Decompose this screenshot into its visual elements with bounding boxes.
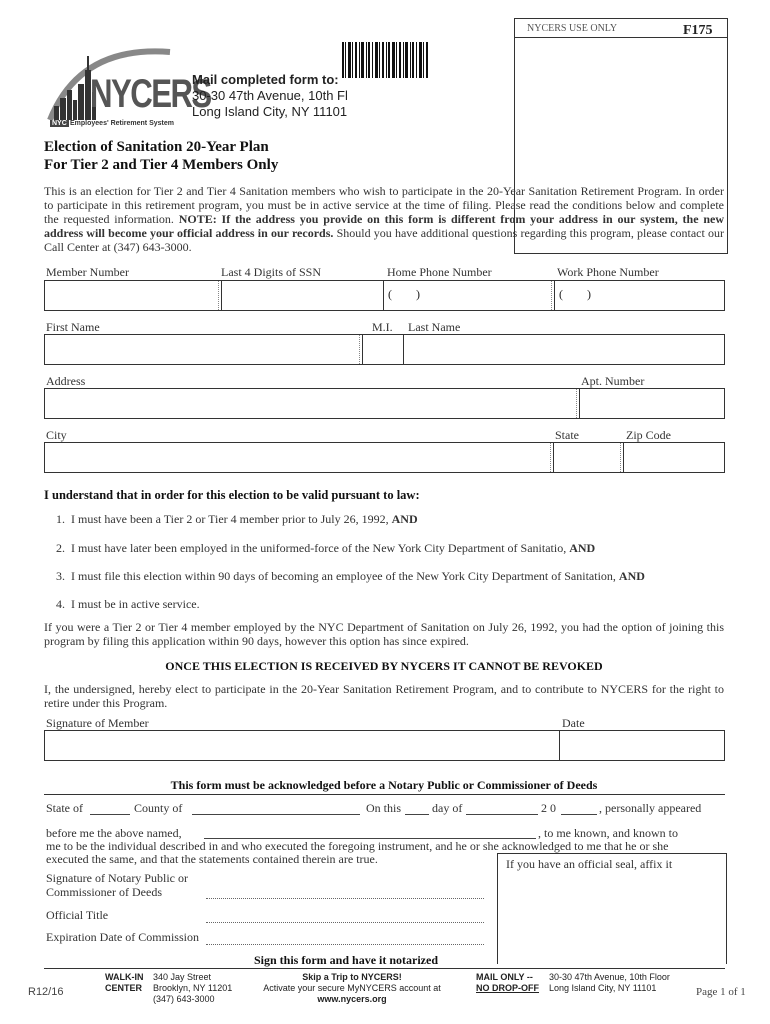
condition-4-num: 4. — [56, 597, 65, 611]
logo-wordmark: NYCERS — [90, 72, 211, 116]
condition-2-text: I must have later been employed in the uniformed-force of the New York City Department of Sanitatio, — [71, 541, 570, 555]
barcode-icon — [342, 42, 430, 78]
first-name-label: First Name — [46, 320, 100, 334]
expiration-line[interactable] — [206, 934, 484, 945]
ssn-field[interactable] — [222, 281, 382, 310]
member-date-field[interactable] — [560, 731, 724, 760]
expiration-label: Expiration Date of Commission — [46, 930, 199, 944]
day-blank[interactable] — [405, 804, 429, 815]
mi-field[interactable] — [363, 335, 403, 364]
personally-appeared: , personally appeared — [599, 801, 702, 815]
day-of-label: day of — [432, 801, 463, 815]
condition-3-num: 3. — [56, 569, 65, 583]
home-phone-field[interactable] — [384, 281, 551, 310]
row3-fields — [44, 388, 725, 419]
conditions-heading: I understand that in order for this election to be valid pursuant to law: — [44, 488, 420, 502]
revision-code: R12/16 — [28, 986, 64, 998]
official-title-label: Official Title — [46, 908, 109, 922]
seal-instruction: If you have an official seal, affix it — [506, 857, 673, 871]
condition-3-and: AND — [618, 569, 645, 583]
condition-2 — [56, 541, 595, 556]
walkin-label — [105, 972, 144, 994]
before-me-label: before me the above named, — [46, 826, 182, 840]
mail-only-addr2: Long Island City, NY 11101 — [549, 983, 657, 993]
intro-note: NOTE: If the address you provide on this form is different from your address in our system, the new address will become your official address in our records. — [44, 212, 724, 240]
intro-paragraph — [44, 184, 724, 254]
state-label: State — [555, 428, 579, 442]
notary-text-line3: executed the same, and that the statements contained therein are true. — [46, 852, 378, 866]
notary-heading: This form must be acknowledged before a Notary Public or Commissioner of Deeds — [170, 778, 598, 792]
work-phone-label: Work Phone Number — [557, 265, 659, 279]
walkin-label-line2: CENTER — [105, 983, 143, 993]
walkin-line1: 340 Jay Street — [153, 972, 212, 982]
nycers-logo — [40, 40, 211, 130]
form-title-line2: For Tier 2 and Tier 4 Members Only — [44, 157, 279, 173]
on-this-label: On this — [366, 801, 402, 815]
month-blank[interactable] — [466, 804, 538, 815]
state-field[interactable] — [554, 443, 620, 472]
notary-signature-label1: Signature of Notary Public or — [46, 871, 188, 885]
skip-trip-heading: Skip a Trip to NYCERS! — [302, 972, 402, 982]
work-phone-paren-open: ( — [559, 287, 563, 301]
form-title-line1: Election of Sanitation 20-Year Plan — [44, 139, 269, 155]
walkin-address — [153, 972, 232, 1005]
zip-field[interactable] — [624, 443, 724, 472]
intro-text1: This is an election for Tier 2 and Tier 4 Sanitation members who wish to participate in the 20-Year Sanitation Retirement Program. In order to participate in this retirement program, you must be in active service at the time of filing. Please read the conditions below and complete the requested information. — [44, 184, 724, 226]
mi-label: M.I. — [372, 320, 393, 334]
apt-number-field[interactable] — [580, 389, 724, 418]
logo-subtitle: Employees' Retirement System — [70, 120, 174, 127]
home-phone-label: Home Phone Number — [387, 265, 492, 279]
condition-1 — [56, 512, 418, 527]
mail-to-line2: Long Island City, NY 11101 — [192, 104, 348, 119]
walkin-line3: (347) 643-3000 — [153, 994, 215, 1004]
county-of-blank[interactable] — [192, 804, 360, 815]
form-number: F175 — [683, 23, 713, 38]
mail-only-addr1: 30-30 47th Avenue, 10th Floor — [549, 972, 670, 982]
irrevocable-notice: ONCE THIS ELECTION IS RECEIVED BY NYCERS IT CANNOT BE REVOKED — [165, 659, 603, 673]
apt-number-label: Apt. Number — [581, 374, 645, 388]
mail-to-heading: Mail completed form to: — [192, 72, 339, 87]
notary-rule — [44, 794, 725, 795]
use-only-divider — [514, 37, 728, 38]
official-title-line[interactable] — [206, 912, 484, 923]
last-name-field[interactable] — [404, 335, 724, 364]
known-label: , to me known, and known to — [538, 826, 678, 840]
use-only-label: NYCERS USE ONLY — [527, 23, 618, 34]
member-number-field[interactable] — [45, 281, 218, 310]
notary-signature-line[interactable] — [206, 888, 484, 899]
walkin-label-line1: WALK-IN — [105, 972, 144, 982]
year-blank[interactable] — [561, 804, 597, 815]
footer-rule — [44, 968, 725, 969]
walkin-line2: Brooklyn, NY 11201 — [153, 983, 233, 993]
home-phone-paren-open: ( — [388, 287, 392, 301]
notary-signature-label2: Commissioner of Deeds — [46, 885, 162, 899]
row1-fields — [44, 280, 725, 311]
member-signature-field[interactable] — [45, 731, 559, 760]
condition-1-and: AND — [391, 512, 418, 526]
work-phone-paren-close: ) — [587, 287, 591, 301]
skip-trip-line2: Activate your secure MyNYCERS account at — [263, 983, 441, 993]
mail-only-address — [549, 972, 670, 994]
page-number: Page 1 of 1 — [696, 986, 746, 998]
county-of-label: County of — [134, 801, 183, 815]
signature-row — [44, 730, 725, 761]
row2-fields — [44, 334, 725, 365]
signature-member-label: Signature of Member — [46, 716, 149, 730]
notary-text-line2: me to be the individual described in and who executed the foregoing instrument, and he or she acknowledged to me that he or she — [46, 839, 669, 853]
condition-3-text: I must file this election within 90 days of becoming an employee of the New York City Department of Sanitation, — [71, 569, 619, 583]
mail-to-line1: 30-30 47th Avenue, 10th Fl — [192, 88, 348, 103]
city-label: City — [46, 428, 67, 442]
address-field[interactable] — [45, 389, 576, 418]
nycers-website-link[interactable]: www.nycers.org — [317, 994, 387, 1004]
year-prefix: 2 0 — [541, 801, 556, 815]
address-label: Address — [46, 374, 86, 388]
work-phone-field[interactable] — [555, 281, 724, 310]
mail-only-label — [476, 972, 539, 994]
mail-to-block — [192, 72, 348, 120]
zip-label: Zip Code — [626, 428, 671, 442]
skip-trip-block — [252, 972, 452, 1005]
ssn-label: Last 4 Digits of SSN — [221, 265, 322, 279]
condition-4 — [56, 597, 200, 612]
form-title — [44, 138, 278, 174]
row4-fields — [44, 442, 725, 473]
logo-nyc-prefix: NYC — [52, 120, 67, 127]
intro-text2: Should you have additional questions regarding this program, please contact our Call Center at (347) 643-3000. — [44, 226, 725, 254]
state-of-label: State of — [46, 801, 83, 815]
state-of-blank[interactable] — [90, 804, 130, 815]
official-seal-box — [497, 853, 727, 964]
city-field[interactable] — [45, 443, 550, 472]
mail-only-text: MAIL ONLY -- — [476, 972, 533, 982]
condition-4-text: I must be in active service. — [71, 597, 200, 611]
condition-3 — [56, 569, 645, 584]
last-name-label: Last Name — [408, 320, 461, 334]
sign-notarized-instruction: Sign this form and have it notarized — [254, 953, 439, 967]
first-name-field[interactable] — [45, 335, 359, 364]
condition-2-num: 2. — [56, 541, 65, 555]
appeared-name-blank[interactable] — [204, 828, 536, 839]
condition-2-and: AND — [569, 541, 596, 555]
condition-1-text: I must have been a Tier 2 or Tier 4 member prior to July 26, 1992, — [71, 512, 392, 526]
election-statement: I, the undersigned, hereby elect to participate in the 20-Year Sanitation Retirement Program, and to contribute to NYCERS for the right to retire under this Program. — [44, 682, 724, 710]
no-dropoff-text: NO DROP-OFF — [476, 983, 539, 993]
home-phone-paren-close: ) — [416, 287, 420, 301]
expired-option-note: If you were a Tier 2 or Tier 4 member employed by the NYC Department of Sanitation on July 26, 1992, you had the option of joining this program by filing this application within 90 days, however this option has since expired. — [44, 620, 724, 648]
date-label: Date — [562, 716, 585, 730]
condition-1-num: 1. — [56, 512, 65, 526]
member-number-label: Member Number — [46, 265, 129, 279]
